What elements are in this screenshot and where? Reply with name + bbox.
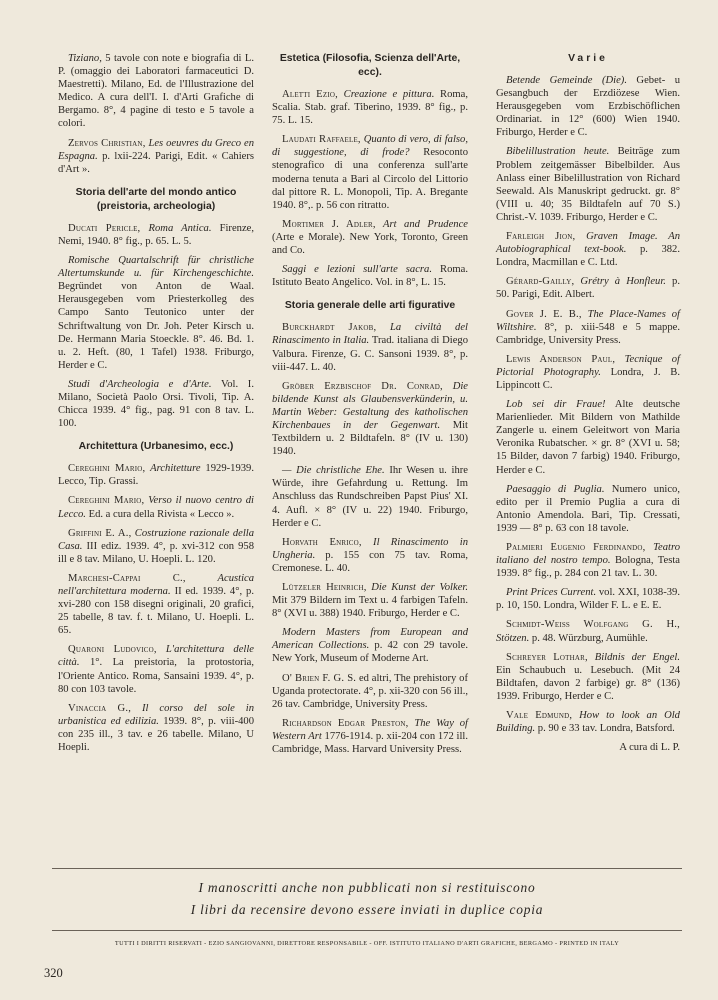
entry-author: Mortimer J. Adler, bbox=[282, 218, 376, 230]
bibliography-entry bbox=[58, 494, 254, 520]
entry-details: 1939. 8°, p. viii-400 con 235 ill., 3 tav. e 26 tabelle. Milano, U Hoepli. bbox=[58, 715, 254, 754]
entry-title: L'architettura delle città. bbox=[58, 644, 254, 669]
entry-title: Verso il nuovo centro di Lecco. bbox=[58, 495, 254, 520]
footer-rule-top bbox=[52, 868, 682, 869]
entry-title: Die bildende Kunst als Glaubensverkünderin, u. Martin Weber: Gestaltung des katholischen Kirchenbaues in der Gegenwart. bbox=[272, 380, 468, 431]
bibliography-entry bbox=[496, 308, 680, 347]
bibliography-entry bbox=[272, 321, 468, 373]
entry-title: Tiziano, bbox=[68, 53, 102, 64]
entry-details: Bologna, Testa 1939. 8° fig., p. 284 con 21 tav. L. 30. bbox=[496, 555, 680, 580]
entry-author: Gröber Erzbischof Dr. Conrad, bbox=[282, 380, 443, 392]
entry-title: The Way of Western Art bbox=[272, 717, 468, 742]
entry-author: Burckhardt Jakob, bbox=[282, 322, 377, 334]
entry-title: La civiltà del Rinascimento in Italia. bbox=[272, 322, 468, 347]
entry-author: Quaroni Ludovico, bbox=[68, 644, 157, 656]
entry-title: Les oeuvres du Greco en Espagna. bbox=[58, 137, 254, 162]
entry-details: Ein Schaubuch u. Lesebuch. (Mit 24 Bildtafen, davon 2 farbige) gr. 8° (136) 1939. Friburgo, Herder e C. bbox=[496, 664, 680, 702]
entry-author: O' Brien F. G. S. bbox=[282, 672, 357, 684]
entry-title: Studi d'Archeologia e d'Arte. bbox=[68, 378, 212, 390]
bibliography-entry bbox=[496, 709, 680, 735]
entry-details: 1°. La preistoria, la protostoria, l'Oriente Antico. Roma, Sansaini 1939. 4°, p. 80 con 103 tavole. bbox=[58, 657, 254, 695]
bibliography-entry bbox=[272, 626, 468, 665]
entry-author: Schreyer Lothar, bbox=[506, 651, 588, 663]
bibliography-entry bbox=[58, 378, 254, 430]
books-review-notice: I libri da recensire devono essere inviati in duplice copia bbox=[190, 902, 544, 917]
entry-details: (Arte e Morale). New York, Toronto, Green and Co. bbox=[272, 231, 468, 257]
section-heading: Varie bbox=[568, 53, 608, 64]
entry-title: The Place-Names of Wiltshire. bbox=[496, 308, 680, 333]
entry-title: Paesaggio di Puglia. bbox=[506, 483, 605, 495]
entry-author: Zervos Christian, bbox=[68, 137, 146, 149]
entry-details: III ediz. 1939. 4°, p. xvi-312 con 958 ill e 8 tav. Milano, U. Hoepli. L. 120. bbox=[58, 540, 254, 565]
bibliography-entry bbox=[272, 536, 468, 575]
entry-details: Alte deutsche Marienlieder. Mit Bildern von Mathilde Zangerle u. einem Geleitwort von Maria Veronika Rubatscher. × gr. 8° (XVI u. 58; 15 Bilder, davon 7 farbig) 1940. Friburgo, Herder e C. bbox=[496, 399, 681, 476]
bibliography-entry bbox=[272, 672, 468, 711]
bibliography-entry bbox=[496, 651, 680, 703]
bibliography-entry bbox=[272, 263, 468, 289]
entry-author: Farleigh Jion, bbox=[506, 231, 576, 243]
bibliography-entry bbox=[58, 643, 254, 695]
bibliography-entry bbox=[58, 52, 254, 131]
bibliography-entry bbox=[272, 133, 468, 212]
entry-title: Grétry à Honfleur. bbox=[574, 276, 666, 288]
entry-details: p. 48. Würzburg, Aumühle. bbox=[529, 632, 648, 644]
entry-author: Cereghini Mario, bbox=[68, 463, 146, 475]
entry-details: Trad. italiana di Diego Valbura. Firenze, G. C. Sansoni 1939. 8°, p. viii-447. L. 40. bbox=[272, 335, 469, 373]
entry-author: Laudati Raffaele, bbox=[282, 134, 361, 146]
entry-title: Roma Antica. bbox=[140, 222, 212, 234]
entry-details: 5 tavole con note e biografia di L. P. (omaggio dei Laboratori farmaceutici D. Maestretti). Milano, Ed. de l'Illustrazione del Medico. A cura dell'I. I. d'Arti Grafiche di Bergamo. 8°, 4 pagine di testo e 5 tavole a colori. bbox=[58, 53, 254, 130]
page-number: 320 bbox=[44, 966, 63, 980]
entry-details: Roma. Istituto Beato Angelico. Vol. in 8°, L. 15. bbox=[272, 264, 468, 289]
entry-title: Bibelillustration heute. bbox=[506, 146, 610, 158]
entry-title: Bildnis der Engel. bbox=[587, 651, 680, 663]
bibliography-entry bbox=[496, 230, 680, 269]
bibliography-entry bbox=[272, 380, 468, 459]
section-heading: Architettura (Urbanesimo, ecc.) bbox=[78, 441, 234, 453]
entry-author: Richardson Edgar Preston, bbox=[282, 717, 409, 729]
section-heading: Estetica (Filosofia, Scienza dell'Arte, ecc). bbox=[279, 53, 461, 78]
entry-title: Teatro italiano del nostro tempo. bbox=[496, 542, 680, 567]
bibliography-entry bbox=[58, 462, 254, 488]
entry-details: 1929-1939. Lecco, Tip. Grassi. bbox=[58, 463, 254, 488]
section-heading: Storia generale delle arti figurative bbox=[284, 300, 456, 312]
entry-title: Il Rinascimento in Ungheria. bbox=[272, 536, 468, 561]
column-2 bbox=[272, 52, 468, 762]
entry-author: Schmidt-Weiss Wolfgang G. H., bbox=[506, 619, 680, 631]
entry-title: — Die christliche Ehe. bbox=[282, 465, 385, 477]
bibliography-entry bbox=[496, 586, 680, 612]
entry-title: Lob sei dir Fraue! bbox=[506, 399, 606, 411]
entry-details: Firenze, Nemi, 1940. 8° fig., p. 65. L. 5. bbox=[58, 222, 254, 247]
bibliography-entry bbox=[272, 218, 468, 257]
entry-details: vol. XXI, 1038-39. p. 10, 150. Londra, Wilder F. L. e E. E. bbox=[496, 587, 680, 612]
entry-title: Tecnique of Pictorial Photography. bbox=[496, 353, 680, 378]
bibliography-entry bbox=[496, 398, 680, 477]
column-3 bbox=[496, 52, 680, 754]
entry-title: Print Prices Current. bbox=[506, 587, 597, 599]
bibliography-entry bbox=[58, 702, 254, 754]
section-heading: Storia dell'arte del mondo antico (preistoria, archeologia) bbox=[75, 186, 237, 212]
entry-title: Acustica nell'architettura moderna. bbox=[58, 572, 255, 597]
entry-details: Mit Textbildern u. 2 Bildtafeln. 8° (IV u. 130) 1940. bbox=[272, 419, 468, 458]
entry-details: Londra, J. B. Lippincott C. bbox=[496, 366, 680, 391]
bibliography-entry bbox=[272, 717, 468, 756]
entry-title: Stötzen. bbox=[496, 632, 530, 644]
column-1 bbox=[58, 52, 254, 760]
bibliography-entry bbox=[496, 275, 680, 301]
entry-details: p. 42 con 29 tavole. New York, Museum of Moderne Art. bbox=[272, 640, 468, 665]
entry-title: Saggi e lezioni sull'arte sacra. bbox=[282, 264, 433, 276]
entry-details: Gebet- u Gesangbuch der Erzdiözese Wien. Herausgegeben vom Erzbischöflichen Ordinariat. in 12° (600) Wien 1940. Friburgo, Herder e C. bbox=[496, 75, 680, 139]
entry-details: 1776-1914. p. xii-204 con 172 ill. Cambridge, Mass. Harvard University Press. bbox=[272, 730, 468, 756]
entry-details: II ed. 1939. 4°, p. xvi-280 con 158 disegni originali, 20 grafici, 25 tabelle, 8 tav. f. t. Milano, U. Hoepli. L. 65. bbox=[58, 586, 254, 637]
entry-details: p. 155 con 75 tav. Roma, Cremonese. L. 40. bbox=[272, 549, 468, 574]
entry-details: 8°, p. xiii-548 e 5 mappe. Cambridge, University Press. bbox=[496, 321, 680, 346]
bibliography-entry bbox=[496, 483, 680, 535]
bibliography-entry bbox=[496, 74, 680, 139]
publisher-imprint: TUTTI I DIRITTI RISERVATI - EZIO SANGIOVANNI, DIRETTORE RESPONSABILE - OFF. ISTITUTO ITALIANO D'ARTI GRAFICHE, BERGAMO - PRINTED IN ITALY bbox=[114, 940, 620, 947]
entry-details: p. 90 e 33 tav. Londra, Batsford. bbox=[535, 723, 675, 735]
entry-title: Romische Quartalschrift für christliche Altertumskunde u. für Kirchengeschichte. bbox=[58, 255, 254, 280]
entry-title: Costruzione razionale della Casa. bbox=[58, 527, 255, 552]
entry-details: Begründet von Anton de Waal. Herausgegeben vom Priesterkolleg des Campo Santo Teutonico unter der Schriftwaltung von Dr. Joh. Peter Kirsch u. De. Hermann Maria Stoeckle. 8°. 46. Bd. 1. u. 2. Heft. (80, 1 Tafel) 1938. Friburgo, Herder e C. bbox=[58, 281, 254, 371]
bibliography-entry bbox=[272, 464, 468, 529]
entry-author: Palmieri Eugenio Ferdinando, bbox=[506, 542, 646, 553]
entry-author: Gérard-Gailly, bbox=[506, 276, 575, 288]
entry-title: Art and Prudence bbox=[375, 218, 468, 230]
footer-rule-bottom bbox=[52, 930, 682, 931]
bibliography-entry bbox=[272, 581, 468, 620]
entry-details: Roma, Scalia. Stab. graf. Tiberino, 1939. 8° fig., p. 75. L. 15. bbox=[272, 89, 468, 127]
entry-details: Mit 379 Bildern im Text u. 4 farbigen Tafeln. 8° (XVI u. 388) 1940. Friburgo, Herder e C. bbox=[272, 595, 468, 620]
entry-author: Gover J. E. B., bbox=[506, 308, 582, 320]
entry-author: Vinaccia G., bbox=[68, 702, 132, 714]
entry-author: Lewis Anderson Paul, bbox=[506, 353, 616, 365]
entry-details: ed altri, The prehistory of Uganda protectorate. 4°, p. xii-320 con 56 ill., 26 tav. Cambridge, University Press. bbox=[272, 672, 468, 710]
entry-author: Marchesi-Cappai C., bbox=[68, 572, 186, 584]
bibliography-entry bbox=[58, 254, 254, 372]
entry-title: Modern Masters from European and American Collections. bbox=[272, 627, 468, 652]
entry-details: Numero unico, edito per il Premio Puglia a cura di Antonio Amendola. Bari, Tip. Cressati, 1939 — 8° p. 63 con 18 tavole. bbox=[496, 483, 680, 534]
entry-title: Die Kunst der Volker. bbox=[366, 582, 468, 593]
entry-author: Vale Edmund, bbox=[506, 710, 573, 722]
entry-title: Architetture bbox=[145, 463, 201, 475]
entry-author: Griffini E. A., bbox=[68, 527, 132, 539]
bibliography-entry bbox=[496, 145, 680, 224]
bibliography-entry bbox=[58, 137, 254, 176]
entry-title: Betende Gemeinde (Die). bbox=[506, 75, 627, 86]
entry-details: p. 50. Parigi, Edit. Albert. bbox=[496, 276, 681, 301]
bibliography-entry bbox=[58, 572, 254, 637]
entry-author: Cereghini Mario, bbox=[68, 495, 145, 507]
entry-author: Aletti Ezio, bbox=[282, 89, 338, 100]
entry-title: Graven Image. An Autobiographical text-book. bbox=[496, 231, 680, 256]
bibliography-entry bbox=[496, 541, 680, 580]
entry-details: Ihr Wesen u. ihre Würde, ihre Gefahrdung u. Rettung. Im Anschluss das Rundschreiben Papst Pius' XI. 4. Aufl. × 8° (IV u. 22) 1940. Friburgo, Herder e C. bbox=[272, 465, 468, 529]
entry-author: Horvath Enrico, bbox=[282, 536, 362, 548]
entry-details: Resoconto stenografico di una conferenza sull'arte moderna tenuta a Bari al Circolo del Littorio dal pittore R. L. Monopoli, Tip. A. Bregante 1940. 8°,. p. 56 con ritratto. bbox=[272, 147, 468, 211]
entry-details: Ed. a cura della Rivista « Lecco ». bbox=[85, 508, 235, 520]
entry-author: Lützeler Heinrich, bbox=[282, 582, 367, 593]
entry-details: p. lxii-224. Parigi, Edit. « Cahiers d'Art ». bbox=[58, 150, 254, 175]
entry-title: Creazione e pittura. bbox=[337, 89, 435, 100]
entry-details: Vol. I. Milano, Società Paolo Orsi. Tivoli, Tip. A. Chicca 1939. 4° fig., pag. 91 con 8 tav. L. 100. bbox=[58, 378, 254, 430]
bibliography-entry bbox=[496, 618, 680, 644]
manuscripts-notice: I manoscritti anche non pubblicati non si restituiscono bbox=[198, 880, 536, 895]
bibliography-entry bbox=[58, 527, 254, 566]
entry-title: Quanto di vero, di falso, di suggestione, di frode? bbox=[272, 134, 468, 159]
entry-title: How to look an Old Building. bbox=[496, 710, 680, 735]
entry-details: Beiträge zum Problem zeitgemässer Bibelbilder. Aus Anlass einer Bibelillustration von Richard Seewald. Als Manuskript gedruckt. gr. 8° (VIII u. 40; 35 Bildtafeln auf 70 S.) Christ.-V. 1039. Friburgo, Herder e C. bbox=[496, 146, 681, 223]
entry-author: Ducati Pericle, bbox=[68, 222, 141, 234]
entry-details: p. 382. Londra, Macmillan e C. Ltd. bbox=[496, 244, 680, 269]
bibliography-entry bbox=[58, 222, 254, 248]
bibliography-entry bbox=[272, 88, 468, 127]
bibliography-entry bbox=[496, 353, 680, 392]
editor-credit: A cura di L. P. bbox=[619, 742, 680, 754]
entry-title: Il corso del sole in urbanistica ed edilizia. bbox=[58, 702, 254, 727]
